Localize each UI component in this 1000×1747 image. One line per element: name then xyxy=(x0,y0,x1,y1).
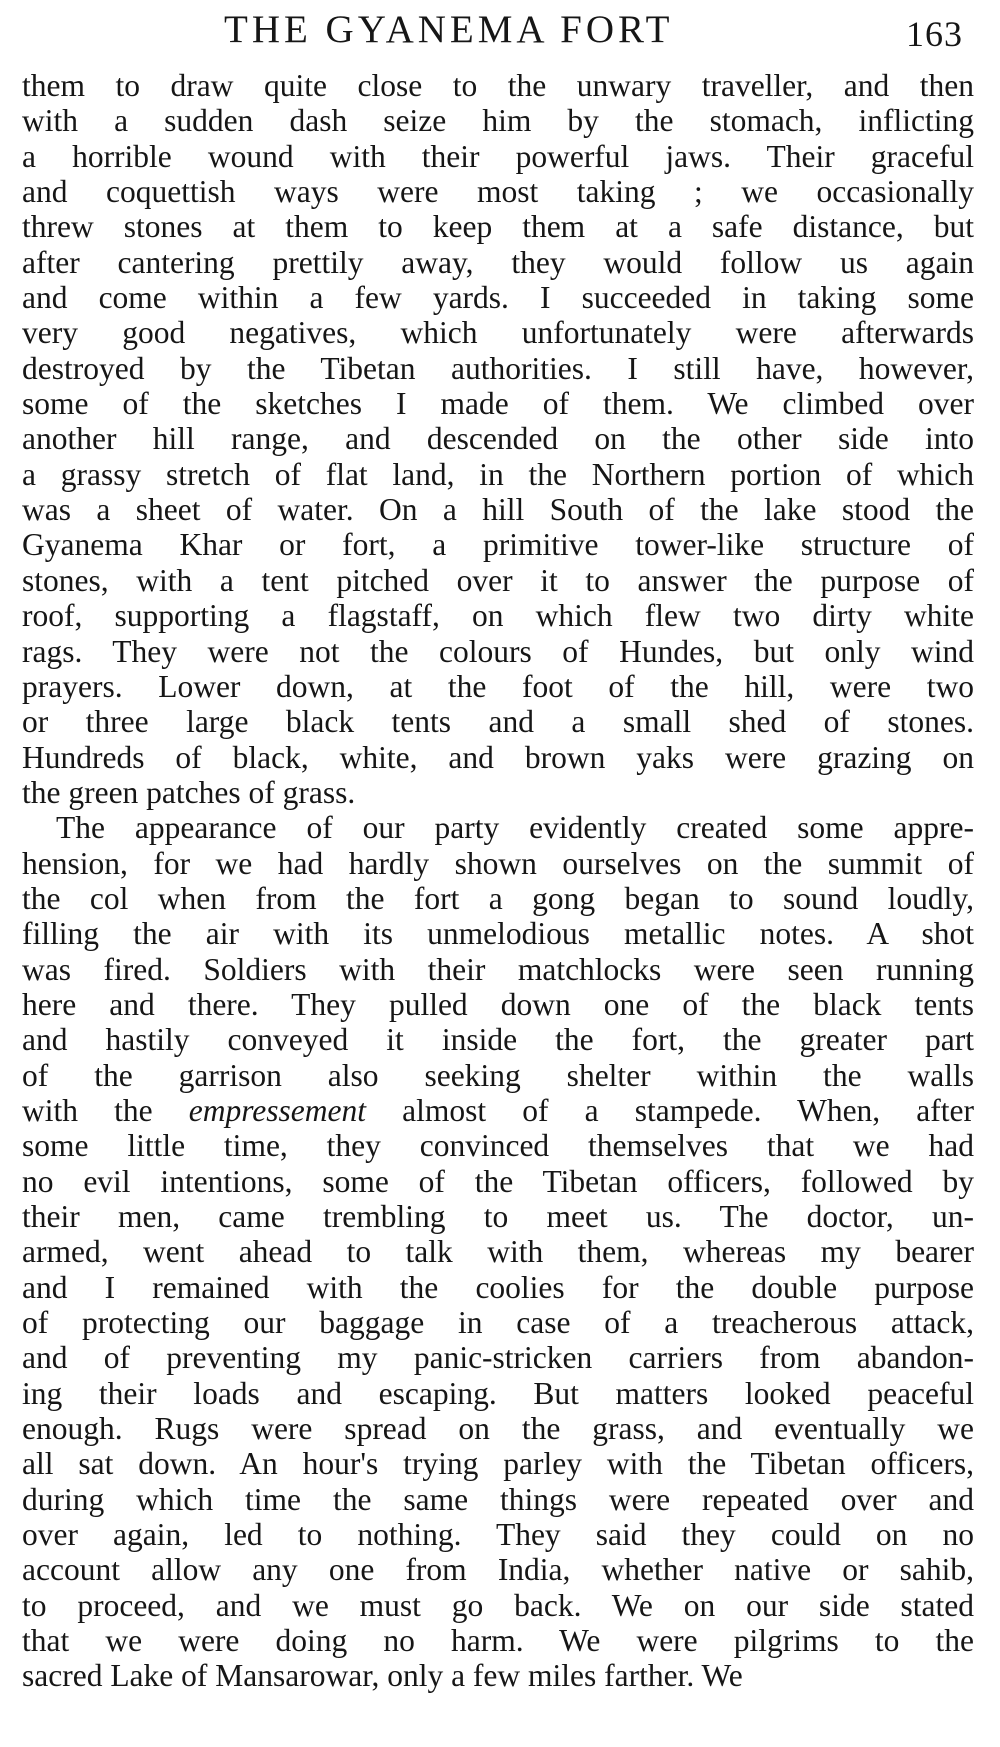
text-line: The appearance of our party evidently created some appre- xyxy=(56,810,974,846)
italic-term: empressement xyxy=(188,1092,367,1128)
text-line: Gyanema Khar or fort, a primitive tower-like structure of xyxy=(22,527,974,563)
text-line: after cantering prettily away, they would follow us again xyxy=(22,244,974,280)
text-line: ing their loads and escaping. But matters looked peaceful xyxy=(22,1375,974,1411)
text-line: over again, led to nothing. They said they could on no xyxy=(22,1517,974,1553)
text-line: or three large black tents and a small shed of stones. xyxy=(22,704,974,740)
text-line: of protecting our baggage in case of a treacherous attack, xyxy=(22,1305,974,1341)
text-line: of the garrison also seeking shelter within the walls xyxy=(22,1057,974,1093)
text-line: no evil intentions, some of the Tibetan officers, followed by xyxy=(22,1163,974,1199)
text-line: and coquettish ways were most taking ; we occasionally xyxy=(22,174,974,210)
text-line: to proceed, and we must go back. We on our side stated xyxy=(22,1587,974,1623)
page-number: 163 xyxy=(906,14,963,54)
running-header xyxy=(0,0,1000,52)
text-line: a grassy stretch of flat land, in the Northern portion of which xyxy=(22,456,974,492)
paragraph xyxy=(22,810,974,1694)
text-line: stones, with a tent pitched over it to answer the purpose of xyxy=(22,562,974,598)
text-line: here and there. They pulled down one of the black tents xyxy=(22,986,974,1022)
text-line: them to draw quite close to the unwary traveller, and then xyxy=(22,68,974,103)
text-line: threw stones at them to keep them at a safe distance, but xyxy=(22,209,974,245)
text-line: sacred Lake of Mansarowar, only a few miles farther. We xyxy=(22,1658,743,1694)
text-line: another hill range, and descended on the other side into xyxy=(22,421,974,457)
text-line: and come within a few yards. I succeeded in taking some xyxy=(22,280,974,316)
text-line: was fired. Soldiers with their matchlocks were seen running xyxy=(22,951,974,987)
text-line: prayers. Lower down, at the foot of the hill, were two xyxy=(22,668,974,704)
text-line: some of the sketches I made of them. We climbed over xyxy=(22,386,974,422)
text-line: a horrible wound with their powerful jaws. Their graceful xyxy=(22,138,974,174)
text-line: their men, came trembling to meet us. The doctor, un- xyxy=(22,1199,974,1234)
text-line: filling the air with its unmelodious metallic notes. A shot xyxy=(22,916,974,952)
text-line: that we were doing no harm. We were pilgrims to the xyxy=(22,1623,974,1659)
text-line: during which time the same things were repeated over and xyxy=(22,1481,974,1517)
text-line: enough. Rugs were spread on the grass, and eventually we xyxy=(22,1411,974,1447)
text-line: the green patches of grass. xyxy=(22,774,356,810)
text-line: and of preventing my panic-stricken carriers from abandon- xyxy=(22,1340,974,1376)
text-line xyxy=(22,1093,974,1128)
text-line: the col when from the fort a gong began to sound loudly, xyxy=(22,880,974,916)
text-line: and hastily conveyed it inside the fort, the greater part xyxy=(22,1022,974,1058)
text-line: some little time, they convinced themselves that we had xyxy=(22,1128,974,1164)
text-segment: almost of a stampede. When, after xyxy=(366,1092,974,1128)
text-line: all sat down. An hour's trying parley with the Tibetan officers, xyxy=(22,1446,974,1482)
text-line: with a sudden dash seize him by the stomach, inflicting xyxy=(22,103,974,139)
body-text xyxy=(22,68,974,1694)
text-line: destroyed by the Tibetan authorities. I still have, however, xyxy=(22,350,974,386)
paragraph xyxy=(22,68,974,810)
text-line: was a sheet of water. On a hill South of the lake stood the xyxy=(22,492,974,528)
chapter-title: THE GYANEMA FORT xyxy=(224,8,674,51)
text-line: rags. They were not the colours of Hundes, but only wind xyxy=(22,633,974,669)
text-line: and I remained with the coolies for the double purpose xyxy=(22,1269,974,1305)
text-line: very good negatives, which unfortunately were afterwards xyxy=(22,315,974,351)
text-line: armed, went ahead to talk with them, whereas my bearer xyxy=(22,1234,974,1270)
text-line: hension, for we had hardly shown ourselves on the summit of xyxy=(22,845,974,881)
text-line: Hundreds of black, white, and brown yaks were grazing on xyxy=(22,739,974,775)
text-line: roof, supporting a flagstaff, on which flew two dirty white xyxy=(22,598,974,634)
text-segment: with the xyxy=(22,1092,189,1128)
text-line: account allow any one from India, whether native or sahib, xyxy=(22,1552,974,1588)
